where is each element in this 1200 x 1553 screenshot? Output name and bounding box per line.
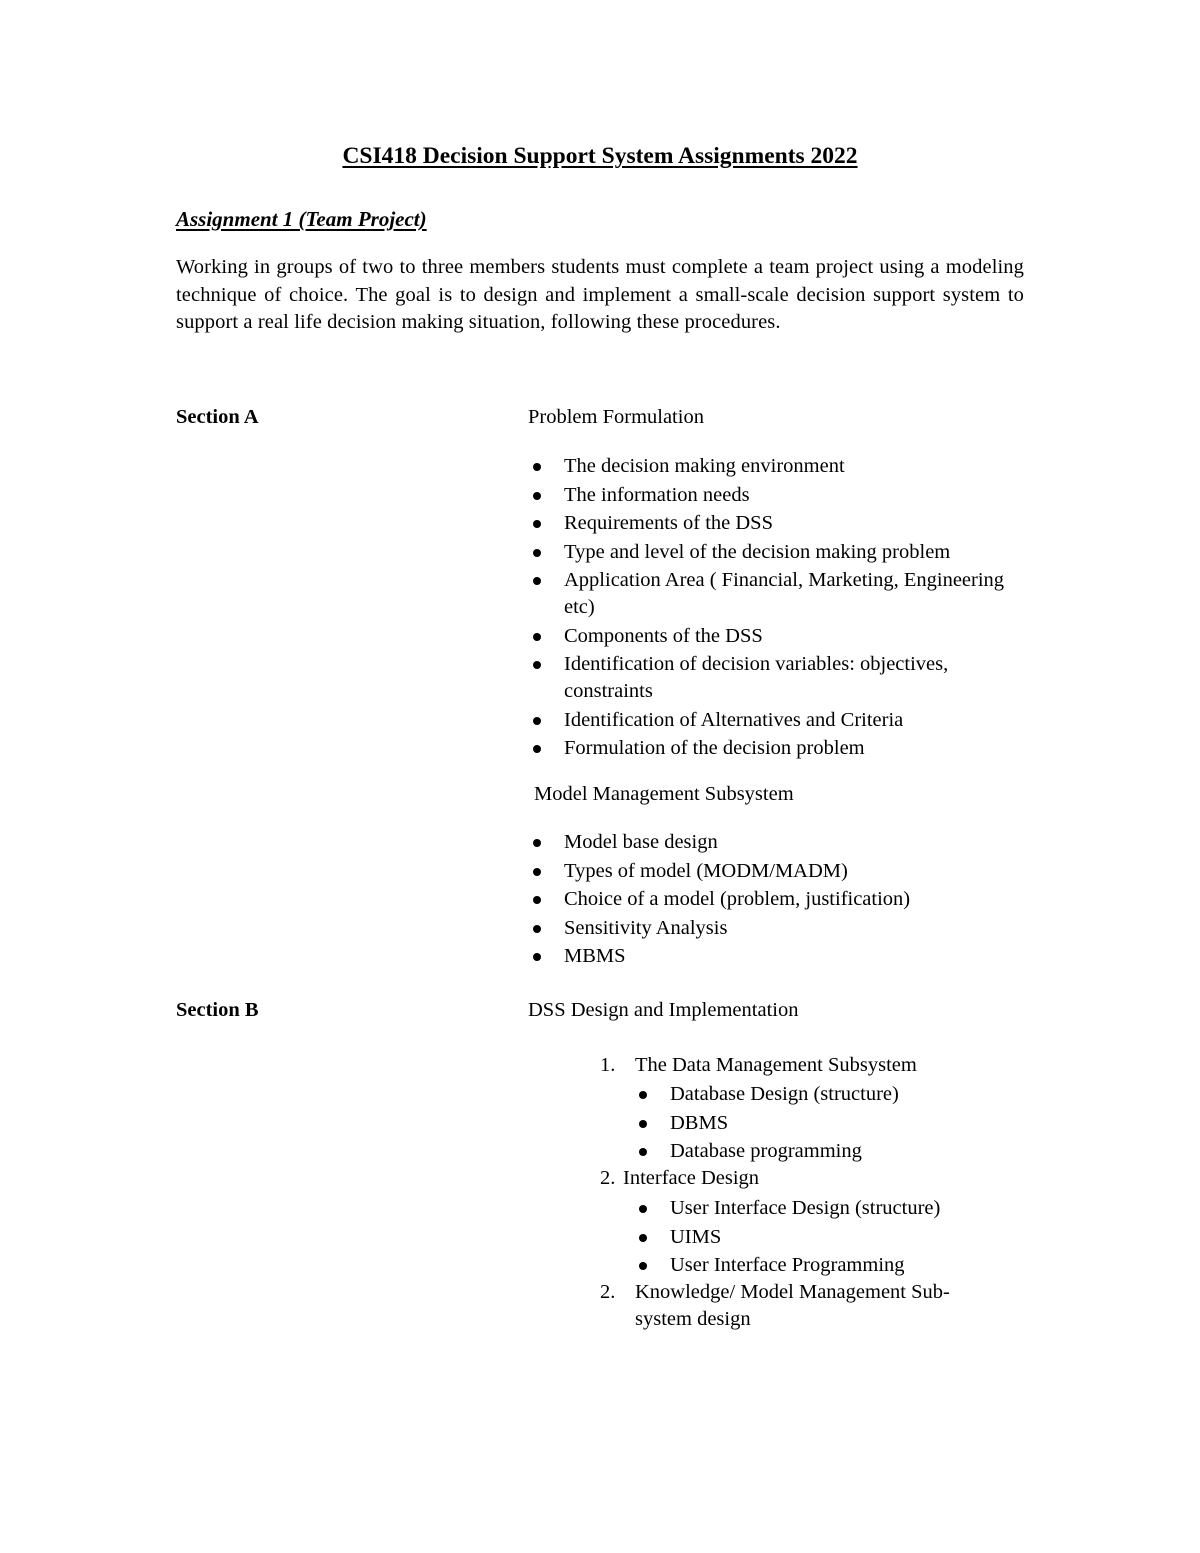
model-management-heading: Model Management Subsystem [534, 783, 794, 805]
list-item: Choice of a model (problem, justification) [564, 886, 1024, 913]
list-item: Database programming [670, 1138, 1020, 1165]
bullet-icon [639, 1205, 647, 1213]
interface-design-list [670, 1195, 1020, 1281]
document-title: CSI418 Decision Support System Assignments 2022 [342, 143, 858, 169]
item-number: 2. [600, 1281, 616, 1303]
list-item: User Interface Programming [670, 1252, 1020, 1279]
list-item: Types of model (MODM/MADM) [564, 858, 1024, 885]
dss-design-heading: DSS Design and Implementation [528, 999, 799, 1021]
item-text: Knowledge/ Model Management Sub-system design [635, 1281, 950, 1330]
item-text: The Data Management Subsystem [635, 1054, 917, 1076]
bullet-icon [533, 839, 541, 847]
list-item: Identification of decision variables: objectives, constraints [564, 651, 1024, 705]
list-item: Database Design (structure) [670, 1081, 1020, 1108]
bullet-icon [533, 577, 541, 585]
list-item: Type and level of the decision making problem [564, 539, 1024, 566]
item-text: Interface Design [623, 1167, 760, 1189]
list-item: The information needs [564, 482, 1024, 509]
problem-formulation-heading: Problem Formulation [528, 406, 704, 428]
data-management-list [670, 1081, 1020, 1167]
problem-formulation-list [564, 453, 1024, 764]
bullet-icon [533, 492, 541, 500]
bullet-icon [533, 661, 541, 669]
numbered-item-1 [600, 1052, 1020, 1079]
bullet-icon [533, 896, 541, 904]
list-item: User Interface Design (structure) [670, 1195, 1020, 1222]
section-a-label: Section A [176, 406, 259, 428]
bullet-icon [533, 463, 541, 471]
assignment-heading: Assignment 1 (Team Project) [176, 207, 427, 231]
section-b-label: Section B [176, 999, 259, 1021]
bullet-icon [533, 925, 541, 933]
bullet-icon [639, 1262, 647, 1270]
bullet-icon [639, 1091, 647, 1099]
bullet-icon [533, 745, 541, 753]
list-item: Requirements of the DSS [564, 510, 1024, 537]
item-number: 1. [600, 1054, 616, 1076]
list-item: Identification of Alternatives and Criteria [564, 707, 1024, 734]
list-item: Components of the DSS [564, 623, 1024, 650]
model-management-list [564, 829, 1024, 972]
list-item: Model base design [564, 829, 1024, 856]
bullet-icon [533, 633, 541, 641]
list-item: The decision making environment [564, 453, 1024, 480]
list-item: DBMS [670, 1110, 1020, 1137]
numbered-item-3 [600, 1279, 1020, 1335]
bullet-icon [639, 1120, 647, 1128]
bullet-icon [533, 549, 541, 557]
list-item: Application Area ( Financial, Marketing, Engineering etc) [564, 567, 1024, 621]
bullet-icon [533, 717, 541, 725]
list-item: UIMS [670, 1224, 1020, 1251]
item-number: 2. [600, 1167, 616, 1189]
intro-paragraph: Working in groups of two to three members students must complete a team project using a modeling technique of choice. The goal is to design and implement a small-scale decision support system to support a real life decision making situation, following these procedures. [176, 256, 1024, 333]
list-item: Formulation of the decision problem [564, 735, 1024, 762]
list-item: MBMS [564, 943, 1024, 970]
bullet-icon [533, 953, 541, 961]
bullet-icon [533, 868, 541, 876]
bullet-icon [639, 1148, 647, 1156]
numbered-item-2 [600, 1165, 1020, 1192]
bullet-icon [533, 520, 541, 528]
list-item: Sensitivity Analysis [564, 915, 1024, 942]
bullet-icon [639, 1234, 647, 1242]
